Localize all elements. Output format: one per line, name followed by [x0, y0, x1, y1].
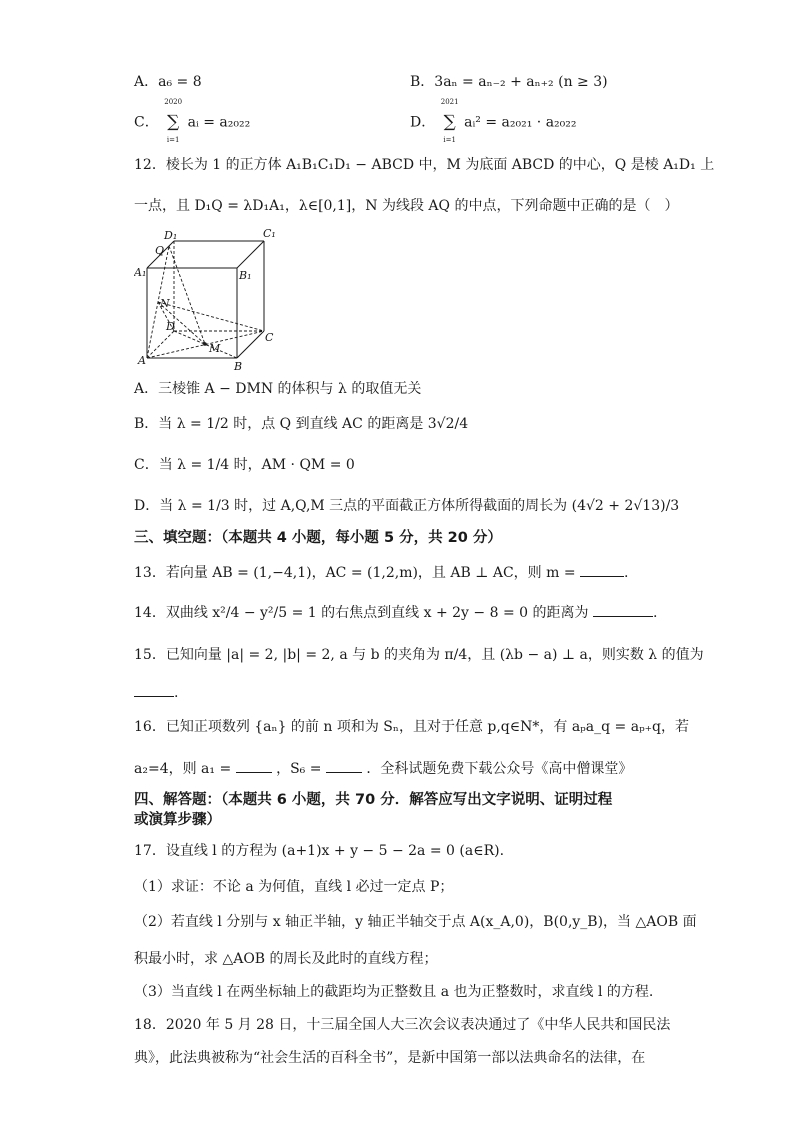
q16-part-c: ．全科试题免费下载公众号《高中僧课堂》 [366, 761, 633, 777]
q11-option-d [410, 98, 577, 144]
q17-part2-line1: （2）若直线 l 分别与 x 轴正半轴，y 轴正半轴交于点 A(x_A,0)，B(0,y_B)，当 △AOB 面 [134, 914, 697, 930]
label-c: C [265, 331, 274, 344]
label-d: D [166, 320, 175, 333]
label-m: M [209, 342, 221, 355]
q17-part1: （1）求证：不论 a 为何值，直线 l 必过一定点 P； [134, 879, 454, 895]
q16-part-a: a₂=4，则 a₁ = [134, 761, 232, 777]
q12-stem-line2: 一点，且 D₁Q = λD₁A₁，λ∈[0,1]，N 为线段 AQ 的中点，下列命题中正确的是（ ） [134, 198, 679, 214]
q15-answer-blank [134, 682, 174, 697]
q16-line1: 16．已知正项数列 {aₙ} 的前 n 项和为 Sₙ，且对于任意 p,q∈N*，有 aₚa_q = aₚ₊q，若 [134, 719, 690, 735]
q16-s6-blank [326, 758, 362, 773]
q11-option-d-body: aᵢ² = a₂₀₂₁ · a₂₀₂₂ [464, 114, 577, 131]
q18-line2: 典》，此法典被称为“社会生活的百科全书”，是新中国第一部以法典命名的法律，在 [134, 1050, 646, 1066]
q13 [134, 562, 629, 583]
q15-answer-line [134, 682, 178, 703]
sum-lower-limit: i=1 [443, 136, 456, 144]
q14-answer-blank [593, 602, 653, 617]
q12-option-a: A．三棱锥 A − DMN 的体积与 λ 的取值无关 [134, 381, 422, 397]
point-m-dot [203, 342, 207, 346]
label-q: Q [155, 244, 165, 257]
q12-stem-line1: 12．棱长为 1 的正方体 A₁B₁C₁D₁ − ABCD 中，M 为底面 ABCD 的中心，Q 是棱 A₁D₁ 上 [134, 157, 715, 173]
q13-answer-blank [580, 562, 624, 577]
q11-option-b: B．3aₙ = aₙ₋₂ + aₙ₊₂ (n ≥ 3) [410, 74, 608, 90]
q15-period: . [174, 685, 179, 701]
label-n: N [160, 297, 170, 310]
q18-line1: 18．2020 年 5 月 28 日，十三届全国人大三次会议表决通过了《中华人民共和国民法 [134, 1017, 671, 1033]
section4-heading-line2: 或演算步骤） [134, 812, 221, 828]
q14 [134, 602, 657, 623]
label-a1: A₁ [134, 266, 147, 279]
q14-period: . [652, 605, 658, 621]
q16-a1-blank [236, 758, 272, 773]
q11-option-c-body: aᵢ = a₂₀₂₂ [187, 114, 251, 131]
label-b: B [234, 360, 243, 373]
q15-text: 15．已知向量 |a| = 2, |b| = 2, a 与 b 的夹角为 π/4，且 (λb − a) ⊥ a，则实数 λ 的值为 [134, 647, 704, 663]
q11-option-c-prefix: C． [134, 114, 159, 131]
section3-heading: 三、填空题：（本题共 4 小题，每小题 5 分，共 20 分） [134, 530, 502, 546]
q17-part3: （3）当直线 l 在两坐标轴上的截距均为正整数且 a 也为正整数时，求直线 l 的方程. [134, 984, 654, 1000]
summation-sign: 2020 ∑ i=1 [164, 98, 183, 144]
q11-option-d-prefix: D． [410, 114, 436, 131]
sum-upper-limit: 2021 [440, 98, 459, 106]
label-c1: C₁ [263, 227, 276, 240]
q12-option-b: B．当 λ = 1/2 时，点 Q 到直线 AC 的距离是 3√2/4 [134, 416, 469, 432]
sum-lower-limit: i=1 [166, 136, 180, 144]
q12-option-c: C．当 λ = 1/4 时，AM · QM = 0 [134, 457, 355, 473]
q13-period: . [624, 565, 629, 581]
summation-sign: 2021 ∑ i=1 [440, 98, 459, 144]
sum-upper-limit: 2020 [164, 98, 183, 106]
label-d1: D₁ [164, 229, 178, 242]
label-b1: B₁ [239, 269, 252, 282]
label-a: A [138, 354, 146, 367]
cube-figure [134, 226, 284, 374]
q14-text: 14．双曲线 x²/4 − y²/5 = 1 的右焦点到直线 x + 2y − 8 = 0 的距离为 [134, 605, 589, 621]
q12-option-d: D．当 λ = 1/3 时，过 A,Q,M 三点的平面截正方体所得截面的周长为 (4√2 + 2√13)/3 [134, 498, 680, 514]
q11-option-a: A．a₆ = 8 [134, 74, 202, 90]
q17-stem: 17．设直线 l 的方程为 (a+1)x + y − 5 − 2a = 0 (a∈R). [134, 843, 505, 859]
q16-line2 [134, 758, 632, 779]
q16-part-b: ，S₆ = [276, 761, 322, 777]
q11-option-c [134, 98, 251, 144]
section4-heading-line1: 四、解答题：（本题共 6 小题，共 70 分．解答应写出文字说明、证明过程 [134, 792, 613, 808]
q13-text: 13．若向量 AB = (1,−4,1)，AC = (1,2,m)，且 AB ⊥ AC，则 m = [134, 565, 576, 581]
q17-part2-line2: 积最小时，求 △AOB 的周长及此时的直线方程； [134, 951, 438, 967]
